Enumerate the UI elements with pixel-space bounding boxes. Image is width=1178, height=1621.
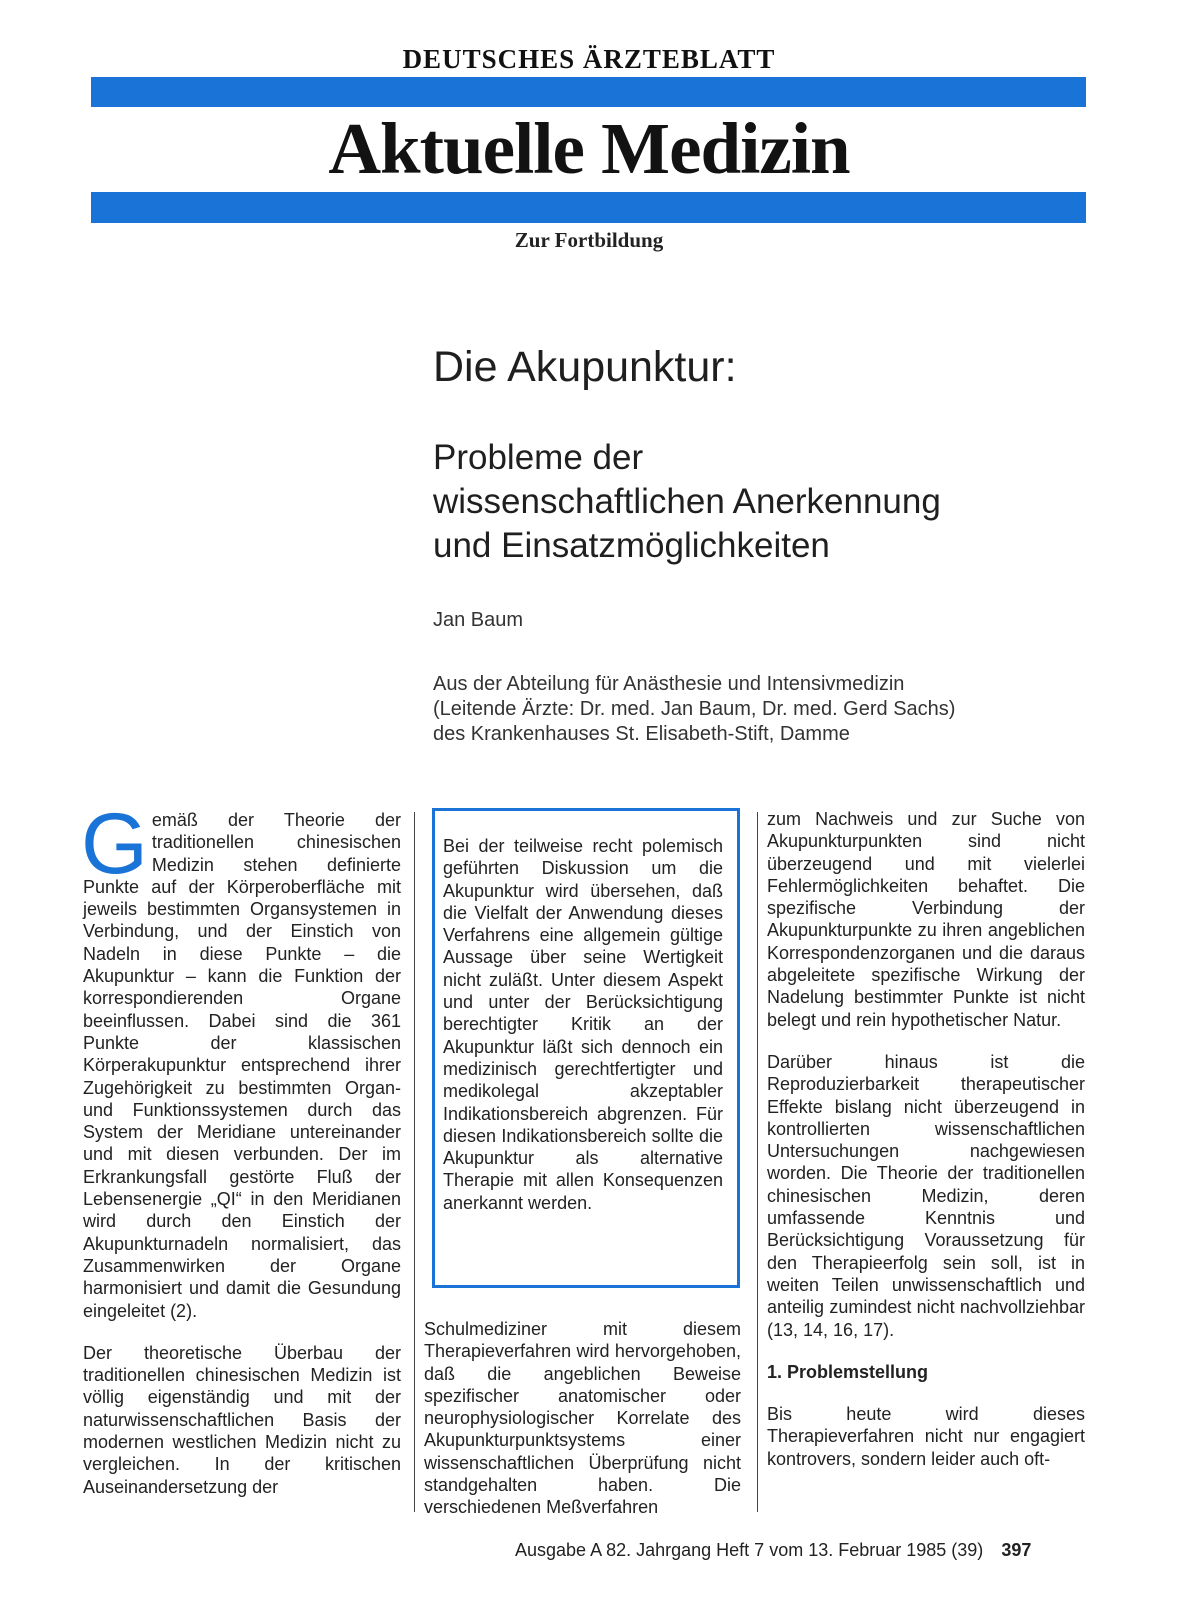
subtitle-line: wissenschaftlichen Anerkennung: [433, 482, 941, 521]
masthead: DEUTSCHES ÄRZTEBLATT: [402, 44, 776, 74]
header-bar-top: [91, 77, 1086, 107]
affiliation: [433, 672, 955, 747]
subtitle-line: Probleme der: [433, 438, 644, 477]
column-divider: [414, 812, 415, 1512]
paragraph: Schulmediziner mit diesem Therapieverfahren wird hervorgehoben, daß die angeblichen Beweise spezifischer anatomischer oder neurophysiologischer Korrelate des Akupunkturpunktsystems einer wissenschaftlichen Überprüfung nicht standgehalten haben. Die verschiedenen Meßverfahren: [424, 1319, 741, 1518]
column-3: [767, 808, 1085, 1490]
section-heading: 1. Problemstellung: [767, 1361, 929, 1382]
subtitle-line: und Einsatzmöglichkeiten: [433, 526, 830, 565]
section-title: Aktuelle Medizin: [328, 108, 850, 189]
affiliation-line: des Krankenhauses St. Elisabeth-Stift, Damme: [433, 723, 850, 745]
column-2: [424, 1318, 741, 1539]
abstract-text: Bei der teilweise recht polemisch geführten Diskussion um die Akupunktur wird übersehen, daß die Vielfalt der Anwendung dieses Verfahrens eine allgemein gültige Aussage über seine Wertigkeit nicht zuläßt. Unter diesem Aspekt und unter der Berücksichtigung berechtigter Kritik an der Akupunktur läßt sich dennoch ein medizinisch gerechtfertigter und medikolegal akzeptabler Indikationsbereich abgrenzen. Für diesen Indikationsbereich sollte die Akupunktur als alternative Therapie mit allen Konsequenzen anerkannt werden.: [443, 836, 723, 1213]
column-1: [81, 796, 401, 1518]
article-title: Die Akupunktur:: [433, 343, 737, 391]
column-divider: [757, 812, 758, 1512]
article-subtitle: [433, 436, 1073, 568]
affiliation-line: (Leitende Ärzte: Dr. med. Jan Baum, Dr. med. Gerd Sachs): [433, 698, 956, 720]
header-bar-bottom: [91, 192, 1086, 223]
paragraph: Bis heute wird dieses Therapieverfahren nicht nur engagiert kontrovers, sondern leider auch oft-: [767, 1404, 1085, 1469]
subsection-label: Zur Fortbildung: [514, 228, 664, 252]
paragraph: Darüber hinaus ist die Reproduzierbarkeit therapeutischer Effekte bislang nicht überzeugend in kontrollierten wissenschaftlichen Untersuchungen nachgewiesen worden. Die Theorie der traditionellen chinesischen Medizin, deren umfassende Kenntnis und Berücksichtigung Voraussetzung für den Therapieerfolg sein soll, ist in weiten Teilen unwissenschaftlich und anteilig zumindest nicht nachvollziehbar (13, 14, 16, 17).: [767, 1051, 1085, 1340]
paragraph: zum Nachweis und zur Suche von Akupunkturpunkten sind nicht überzeugend und mit vielerlei Fehlermöglichkeiten behaftet. Die spezifische Verbindung der Akupunkturpunkte zu ihren angeblichen Korrespondenzorganen und die daraus abgeleitete spezifische Wirkung der Nadelung bestimmter Punkte ist nicht belegt und rein hypothetischer Natur.: [767, 809, 1085, 1030]
abstract-box: [432, 808, 740, 1288]
issue-info: Ausgabe A 82. Jahrgang Heft 7 vom 13. Februar 1985 (39): [515, 1540, 984, 1560]
paragraph: Der theoretische Überbau der traditionellen chinesischen Medizin ist völlig eigenständig und mit der naturwissenschaftlichen Basis der modernen westlichen Medizin nicht zu vergleichen. In der kritischen Auseinandersetzung der: [83, 1342, 401, 1497]
page-footer: [515, 1540, 1031, 1561]
paragraph-text: emäß der Theorie der traditionellen chinesischen Medizin stehen definierte Punkte auf der Körperoberfläche mit jeweils bestimmten Organsystemen in Verbindung, und der Einstich von Nadeln in diese Punkte – die Akupunktur – kann die Funktion der korrespondierenden Organe beeinflussen. Dabei sind die 361 Punkte der klassischen Körperakupunktur entsprechend ihrer Zugehörigkeit zu bestimmten Organ- und Funktionssystemen durch das System der Meridiane untereinander und mit diesen verbunden. Der im Erkrankungsfall gestörte Fluß der Lebensenergie „QI“ in den Meridianen wird durch den Einstich der Akupunkturnadeln normalisiert, das Zusammenwirken der Organe harmonisiert und damit die Gesundung eingeleitet (2).: [83, 810, 401, 1321]
page-number: 397: [1001, 1540, 1032, 1560]
paragraph: [81, 796, 401, 1322]
author: Jan Baum: [433, 609, 524, 631]
drop-cap: G: [81, 796, 148, 892]
affiliation-line: Aus der Abteilung für Anästhesie und Intensivmedizin: [433, 673, 905, 695]
